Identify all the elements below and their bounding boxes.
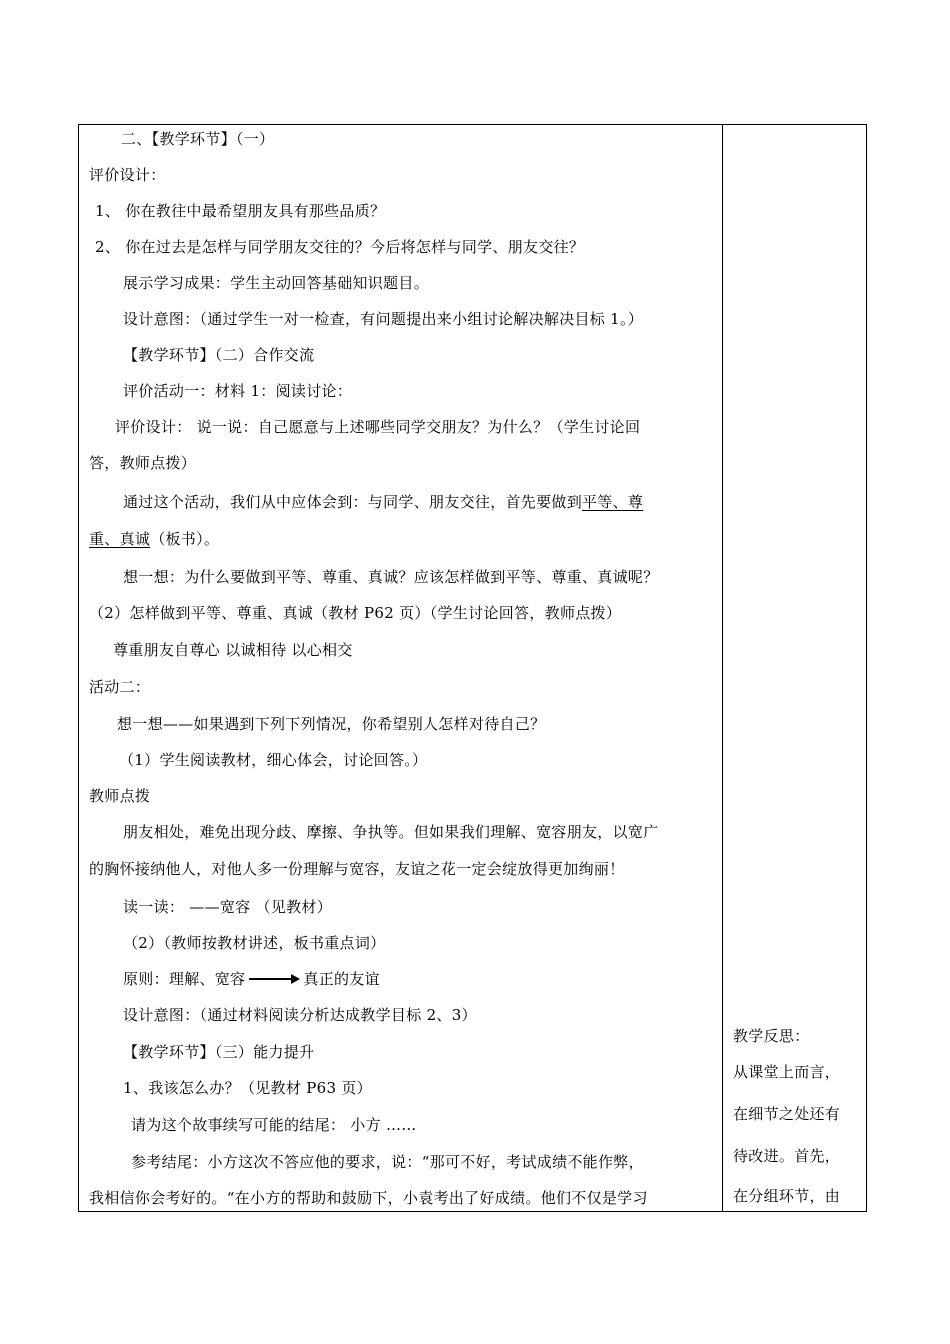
teaching-reflection-cell xyxy=(723,125,866,1211)
reading-line: 读一读： ——宽容 （见教材） xyxy=(123,898,333,916)
reference-ending-cont: 我相信你会考好的。“在小方的帮助和鼓励下，小袁考出了好成绩。他们不仅是学习 xyxy=(89,1189,648,1207)
question-2: 2、 你在过去是怎样与同学朋友交往的？今后将怎样与同学、朋友交往？ xyxy=(95,238,585,256)
activity-1-label: 评价活动一：材料 1：阅读讨论： xyxy=(123,382,353,400)
design-intent-1: 设计意图：（通过学生一对一检查，有问题提出来小组讨论解决解决目标 1。） xyxy=(123,310,644,328)
activity-2-step-2: （2）（教师按教材讲述，板书重点词） xyxy=(123,934,386,952)
activity-2-question: 想一想——如果遇到下列下列情况，你希望别人怎样对待自己？ xyxy=(117,715,546,733)
reflection-text-3: 待改进。首先， xyxy=(733,1147,841,1165)
ability-question: 1、我该怎么办？（见教材 P63 页） xyxy=(123,1079,372,1097)
guidance-paragraph-2: 的胸怀接纳他人，对他人多一份理解与宽容，友谊之花一定会绽放得更加绚丽！ xyxy=(89,860,625,878)
lesson-plan-table xyxy=(78,124,867,1212)
how-to-text: （2）怎样做到平等、尊重、真诚（教材 P62 页）（学生讨论回答，教师点拨） xyxy=(89,604,622,622)
question-1: 1、 你在教往中最希望朋友具有那些品质？ xyxy=(95,202,386,220)
activity-conclusion-line-cont: 重、真诚（板书）。 xyxy=(89,530,220,548)
teaching-process-cell xyxy=(79,125,723,1211)
reflection-text-4: 在分组环节，由 xyxy=(733,1187,841,1205)
evaluation-design-text-cont: 答，教师点拨） xyxy=(89,454,197,472)
section-heading-2: 【教学环节】（二）合作交流 xyxy=(123,346,315,364)
reflection-label: 教学反思： xyxy=(733,1027,810,1045)
section-heading-3: 【教学环节】（三）能力提升 xyxy=(123,1043,315,1061)
right-arrow-icon xyxy=(247,969,301,989)
teacher-guidance-label: 教师点拨 xyxy=(89,787,151,805)
think-question: 想一想：为什么要做到平等、尊重、真诚？应该怎样做到平等、尊重、真诚呢？ xyxy=(123,568,659,586)
activity-2-step-1: （1）学生阅读教材，细心体会，讨论回答。） xyxy=(119,751,428,769)
evaluation-design-label: 评价设计： xyxy=(89,166,166,184)
activity-2-label: 活动二： xyxy=(89,678,151,696)
underlined-keywords-cont: 重、真诚 xyxy=(89,530,151,548)
evaluation-design-text: 评价设计： 说一说：自己愿意与上述哪些同学交朋友？为什么？（学生讨论回 xyxy=(115,418,641,436)
underlined-keywords: 平等、尊 xyxy=(582,493,644,511)
story-prompt: 请为这个故事续写可能的结尾： 小方 …… xyxy=(131,1116,417,1134)
design-intent-2: 设计意图：（通过材料阅读分析达成教学目标 2、3） xyxy=(123,1006,477,1024)
guidance-paragraph-1: 朋友相处，难免出现分歧、摩擦、争执等。但如果我们理解、宽容朋友，以宽广 xyxy=(123,823,659,841)
key-points-line: 尊重朋友自尊心 以诚相待 以心相交 xyxy=(113,641,353,659)
principle-line: 原则：理解、宽容 真正的友谊 xyxy=(123,970,380,988)
reference-ending: 参考结尾：小方这次不答应他的要求，说：“那可不好，考试成绩不能作弊， xyxy=(131,1153,644,1171)
activity-conclusion-line: 通过这个活动，我们从中应体会到：与同学、朋友交往，首先要做到平等、尊 xyxy=(123,493,644,511)
reflection-text-1: 从课堂上而言， xyxy=(733,1063,841,1081)
section-heading-1: 二、【教学环节】（一） xyxy=(121,130,275,148)
reflection-text-2: 在细节之处还有 xyxy=(733,1105,841,1123)
learning-outcome-text: 展示学习成果：学生主动回答基础知识题目。 xyxy=(123,274,430,292)
